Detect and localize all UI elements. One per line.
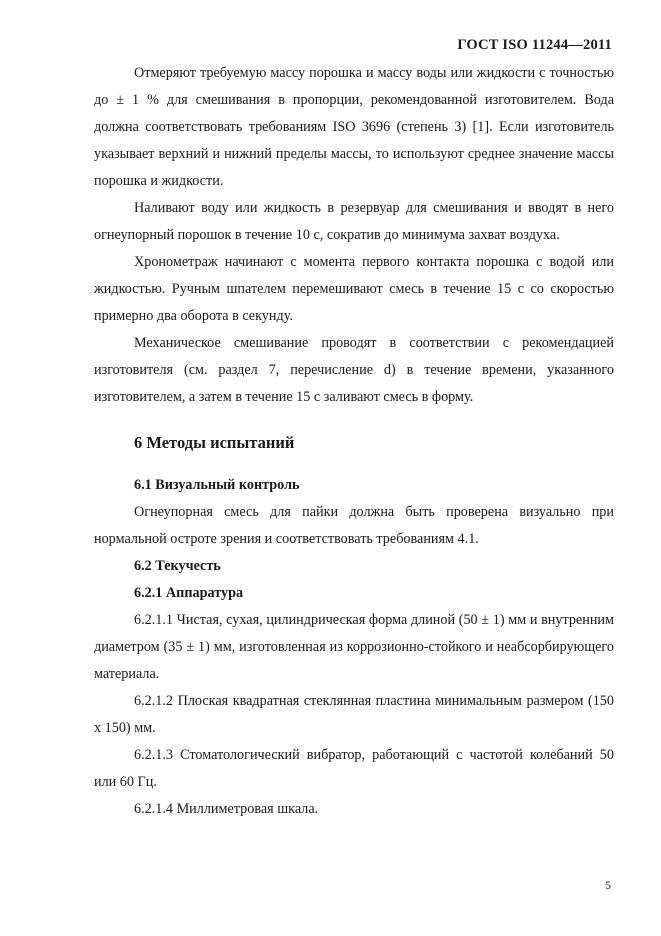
item-6-2-1-1: 6.2.1.1 Чистая, сухая, цилиндрическая форма длиной (50 ± 1) мм и внутренним диаметром (35 ± 1) мм, изготовленная из коррозионно-стойкого и неабсорбирующего материала. [94,612,614,682]
page-content [94,60,614,823]
section-6-1-heading: 6.1 Визуальный контроль [134,477,300,493]
paragraph-mechanical-mixing: Механическое смешивание проводят в соответствии с рекомендацией изготовителя (см. раздел 7, перечисление d) в течение времени, указанного изготовителем, а затем в течение 15 с заливают смесь в форму. [94,335,614,405]
document-code-header: ГОСТ ISO 11244—2011 [457,37,612,53]
paragraph-timing: Хронометраж начинают с момента первого контакта порошка с водой или жидкостью. Ручным шпателем перемешивают смесь в течение 15 с со скоростью примерно два оборота в секунду. [94,254,614,324]
section-6-1-text: Огнеупорная смесь для пайки должна быть проверена визуально при нормальной остроте зрения и соответствовать требованиям 4.1. [94,504,614,547]
section-6-2-1-heading: 6.2.1 Аппаратура [134,585,244,601]
item-6-2-1-3: 6.2.1.3 Стоматологический вибратор, работающий с частотой колебаний 50 или 60 Гц. [94,747,614,790]
page-number: 5 [605,880,611,892]
paragraph-pouring: Наливают воду или жидкость в резервуар для смешивания и вводят в него огнеупорный порошок в течение 10 с, сократив до минимума захват воздуха. [94,200,614,243]
section-6-heading: 6 Методы испытаний [134,433,295,452]
item-6-2-1-4: 6.2.1.4 Миллиметровая шкала. [134,801,319,817]
section-6-2-heading: 6.2 Текучесть [134,558,221,574]
paragraph-weighing: Отмеряют требуемую массу порошка и массу воды или жидкости с точностью до ± 1 % для смешивания в пропорции, рекомендованной изготовителем. Вода должна соответствовать требованиям ISO 3696 (степень 3) [1]. Если изготовитель указывает верхний и нижний пределы массы, то используют среднее значение массы порошка и жидкости. [94,65,614,189]
item-6-2-1-2: 6.2.1.2 Плоская квадратная стеклянная пластина минимальным размером (150 х 150) мм. [94,693,614,736]
